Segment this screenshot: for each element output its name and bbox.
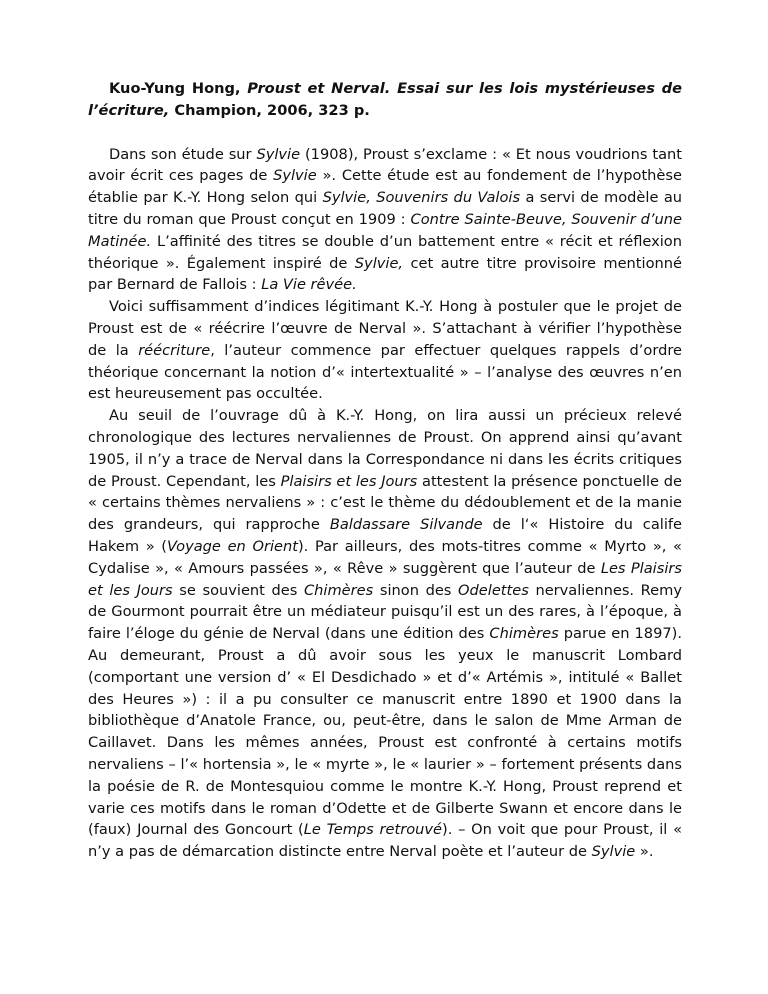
p3-text-3: de l‘« Histoire du calife Hakem » ( [88,516,682,555]
p3-text-5: se souvient des [172,581,304,599]
document-page [88,78,682,863]
p1-text-2: (1908), Proust s’exclame : « Et nous voudrions tant avoir écrit ces pages de [88,145,683,185]
heading-publisher: Champion, 2006, 323 p. [169,101,370,119]
spacer [88,122,682,144]
p1-text-6: cet autre titre provisoire mentionné par Bernard de Fallois : [88,254,682,294]
p3-text-4: ). Par ailleurs, des mots-titres comme « Myrto », « Cydalise », « Amours passées », « Rêve » suggèrent que l’auteur de [88,537,682,577]
p3-italic-2: Baldassare Silvande [329,516,483,534]
p1-italic-4: Contre Sainte-Beuve, Souvenir d’une Matinée. [88,210,683,250]
p3-italic-5: Chimères [303,581,374,599]
p3-text-10: ». [635,843,654,861]
p3-text-2: attestent la présence ponctuelle de « certains thèmes nervaliens » : c’est le thème du dédoublement et de la manie des grandeurs, qui rapproche [88,472,682,534]
p3-text-6: sinon des [373,581,459,599]
p3-italic-3: Voyage en Orient [167,537,298,555]
p3-text-1: Au seuil de l’ouvrage dû à K.-Y. Hong, on lira aussi un précieux relevé chronologique des lectures nervaliennes de Proust. On apprend ainsi qu’avant 1905, il n’y a trace de Nerval dans la Correspondance ni dans les écrits critiques de Proust. Cependant, les [88,407,682,490]
heading-author: Kuo-Yung Hong, [109,80,248,97]
paragraph-1 [88,144,682,297]
heading-book-title: Proust et Nerval. Essai sur les lois mystérieuses de l’écriture, [88,80,682,119]
paragraph-3 [88,405,682,863]
p3-italic-1: Plaisirs et les Jours [280,472,418,490]
p3-text-8: parue en 1897). Au demeurant, Proust a dû avoir sous les yeux le manuscrit Lombard (comportant une version d’ « El Desdichado » et d’« Artémis », intitulé « Ballet des Heures ») : il a pu consulter ce manuscrit entre 1890 et 1900 dans la bibliothèque d’Anatole France, ou, peut-être, dans le salon de Mme Arman de Caillavet. Dans les mêmes années, Proust est confronté à certains motifs nervaliens – l’« hortensia », le « myrte », le « laurier » – fortement présents dans la poésie de R. de Montesquiou comme le montre K.-Y. Hong, Proust reprend et varie ces motifs dans le roman d’Odette et de Gilberte Swann et encore dans le (faux) Journal des Goncourt ( [88,625,682,839]
p3-italic-4: Les Plaisirs et les Jours [88,559,682,599]
review-heading [88,78,682,122]
p3-italic-7: Chimères [489,625,559,643]
p3-italic-6: Odelettes [458,581,529,599]
p3-italic-9: Sylvie [591,843,636,861]
paragraph-2 [88,296,682,405]
p1-italic-2: Sylvie [273,167,317,185]
p1-text-5: L’affinité des titres se double d’un battement entre « récit et réflexion théorique ». Également inspiré de [88,232,682,272]
p1-italic-1: Sylvie [256,145,301,163]
p1-text-4: a servi de modèle au titre du roman que Proust conçut en 1909 : [88,189,683,228]
p1-italic-5: Sylvie, [354,254,404,272]
p2-text-1: Voici suffisamment d’indices légitimant K.-Y. Hong à postuler que le projet de Proust est de « réécrire l’œuvre de Nerval ». S’attachant à vérifier l’hypothèse de la [88,298,682,359]
p3-text-9: ). – On voit que pour Proust, il « n’y a pas de démarcation distincte entre Nerval poète et l’auteur de [88,821,682,861]
p2-text-2: , l’auteur commence par effectuer quelques rappels d’ordre théorique concernant la notion d’« intertextualité » – l’analyse des œuvres n’en est heureusement pas occultée. [88,341,682,403]
p3-italic-8: Le Temps retrouvé [303,821,443,839]
p3-text-7: nervaliennes. Remy de Gourmont pourrait être un médiateur puisqu’il est un des rares, à l’époque, à faire l’éloge du génie de Nerval (dans une édition des [88,581,682,643]
p1-italic-6: La Vie rêvée. [261,276,357,294]
p1-italic-3: Sylvie, Souvenirs du Valois [322,189,521,207]
p1-text-3: ». Cette étude est au fondement de l’hypothèse établie par K.-Y. Hong selon qui [88,167,682,207]
p1-text-1: Dans son étude sur [109,145,257,163]
p2-italic-1: réécriture [138,341,211,359]
